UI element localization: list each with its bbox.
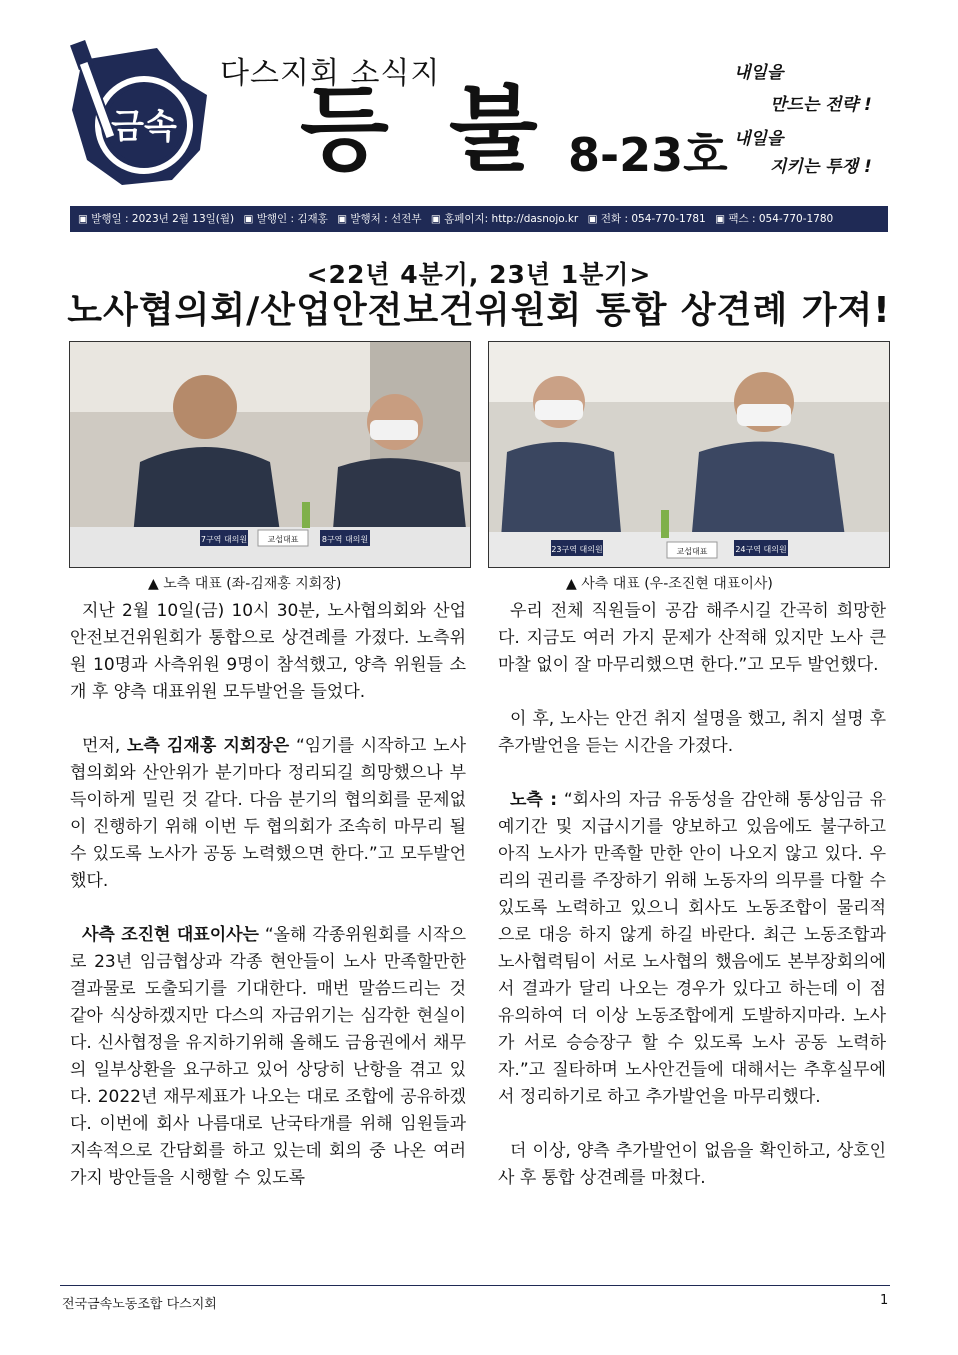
photo-caption-left: ▲ 노측 대표 (좌-김재홍 지회장) [148, 576, 342, 592]
article-paragraph-2 [70, 733, 466, 895]
article-column-right [498, 598, 886, 1192]
nameplate-left-1: 7구역 대의원 [200, 535, 248, 544]
headline-title: 노사협의회/산업안전보건위원회 통합 상견례 가져! [67, 290, 891, 331]
newsletter-subtitle: 다스지회 소식지 [220, 56, 441, 91]
union-logo [62, 40, 212, 190]
photo-management-representatives [488, 341, 890, 568]
speaker-ceo: 사측 조진현 대표이사는 [82, 925, 259, 945]
speaker-labor-head: 노측 김재홍 지회장은 [126, 736, 290, 756]
paragraph-prefix: 먼저, [82, 736, 121, 756]
article-column-left [70, 598, 466, 1192]
fax: ▣ 팩스 : 054-770-1780 [715, 213, 834, 225]
footer-rule [60, 1285, 890, 1286]
article-paragraph-7: 더 이상, 양측 추가발언이 없음을 확인하고, 상호인사 후 통합 상견례를 마쳤다. [498, 1141, 886, 1188]
article-paragraph-5: 이 후, 노사는 안건 취지 설명을 했고, 취지 설명 후 추가발언을 듣는 시간을 가졌다. [498, 709, 886, 756]
photo-labor-representatives [69, 341, 471, 568]
nameplate-right-1: 23구역 대의원 [551, 545, 603, 554]
slogan-line-1: 내일을 [734, 63, 784, 83]
homepage: ▣ 홈페이지: http://dasnojo.kr [430, 213, 579, 225]
publisher: ▣ 발행인 : 김재홍 [243, 213, 328, 225]
article-paragraph-3 [70, 922, 466, 1192]
logo-text: 금속 [111, 107, 177, 147]
nameplate-right-3: 24구역 대의원 [735, 545, 787, 554]
slogan-line-4: 지키는 투쟁 ! [770, 157, 872, 177]
newsletter-title: 등불 [300, 76, 598, 183]
publishing-dept: ▣ 발행처 : 선전부 [337, 213, 422, 225]
labor-head-remark: “임기를 시작하고 노사협의회와 산안위가 분기마다 정리되길 희망했으나 부득이하게 밀린 것 같다. 다음 분기의 협의회를 문제없이 진행하기 위해 이번 두 협의회가 조속히 마무리 될 수 있도록 노사가 공동 노력했으면 한다.”고 모두발언했다. [70, 736, 466, 891]
page-number: 1 [880, 1293, 889, 1308]
article-paragraph-1: 지난 2월 10일(금) 10시 30분, 노사협의회와 산업안전보건위원회가 통합으로 상견례를 가졌다. 노측위원 10명과 사측위원 9명이 참석했고, 양측 위원들 소개 후 양측 대표위원 모두발언을 들었다. [70, 601, 466, 702]
phone: ▣ 전화 : 054-770-1781 [587, 213, 706, 225]
labor-side-remark: “회사의 자금 유동성을 감안해 통상임금 유예기간 및 지급시기를 양보하고 있음에도 불구하고 아직 노사가 만족할 만한 안이 나오지 않고 있다. 우리의 권리를 주장하기 위해 노동자의 의무를 다할 수 있도록 노력하고 있으니 회사도 노동조합이 물리적으로 대응 하지 않게 하길 바란다. 최근 노동조합과 노사협력팀이 서로 노사협의 했음에도 본부장회의에서 결과가 달리 나오는 경우가 있다고 하는데 이 점 유의하여 더 이상 노동조합에게 도발하지마라. 노사가 서로 승승장구 할 수 있도록 노사 공동 노력하자.”고 질타하며 노사안건들에 대해서는 추후실무에서 정리하기로 하고 추가발언을 마무리했다. [498, 790, 887, 1107]
headline-kicker: <22년 4분기, 23년 1분기> [306, 260, 652, 289]
nameplate-left-3: 8구역 대의원 [321, 535, 369, 544]
publication-info-bar [70, 206, 888, 232]
photo-caption-right: ▲ 사측 대표 (우-조진현 대표이사) [566, 576, 773, 592]
speaker-labor-side: 노측 : [510, 790, 557, 810]
slogan-line-3: 내일을 [734, 129, 784, 149]
article-paragraph-6 [498, 787, 886, 1111]
publish-date: ▣ 발행일 : 2023년 2월 13일(월) [78, 213, 235, 225]
issue-number: 8-23호 [568, 128, 728, 182]
nameplate-left-2: 교섭대표 [267, 535, 299, 544]
slogan-line-2: 만드는 전략 ! [770, 95, 872, 115]
article-paragraph-4: 우리 전체 직원들이 공감 해주시길 간곡히 희망한다. 지금도 여러 가지 문제가 산적해 있지만 노사 큰 마찰 없이 잘 마무리했으면 한다.”고 모두 발언했다. [498, 601, 886, 675]
ceo-remark: “올해 각종위원회를 시작으로 23년 임금협상과 각종 현안들이 노사 만족할만한 결과물로 도출되기를 기대한다. 매번 말씀드리는 것 같아 식상하겠지만 다스의 자금위기는 심각한 현실이다. 신사협정을 유지하기위해 올해도 금융권에서 채무의 일부상환을 요구하고 있어 상당히 난항을 겪고 있다. 2022년 재무제표가 나오는 대로 조합에 공유하겠다. 이번에 회사 나름대로 난국타개를 위해 임원들과 지속적으로 간담회를 하고 있는데 회의 중 나온 여러 가지 방안들을 시행할 수 있도록 [70, 925, 466, 1188]
nameplate-right-2: 교섭대표 [676, 547, 708, 556]
footer-organization: 전국금속노동조합 다스지회 [62, 1297, 217, 1312]
